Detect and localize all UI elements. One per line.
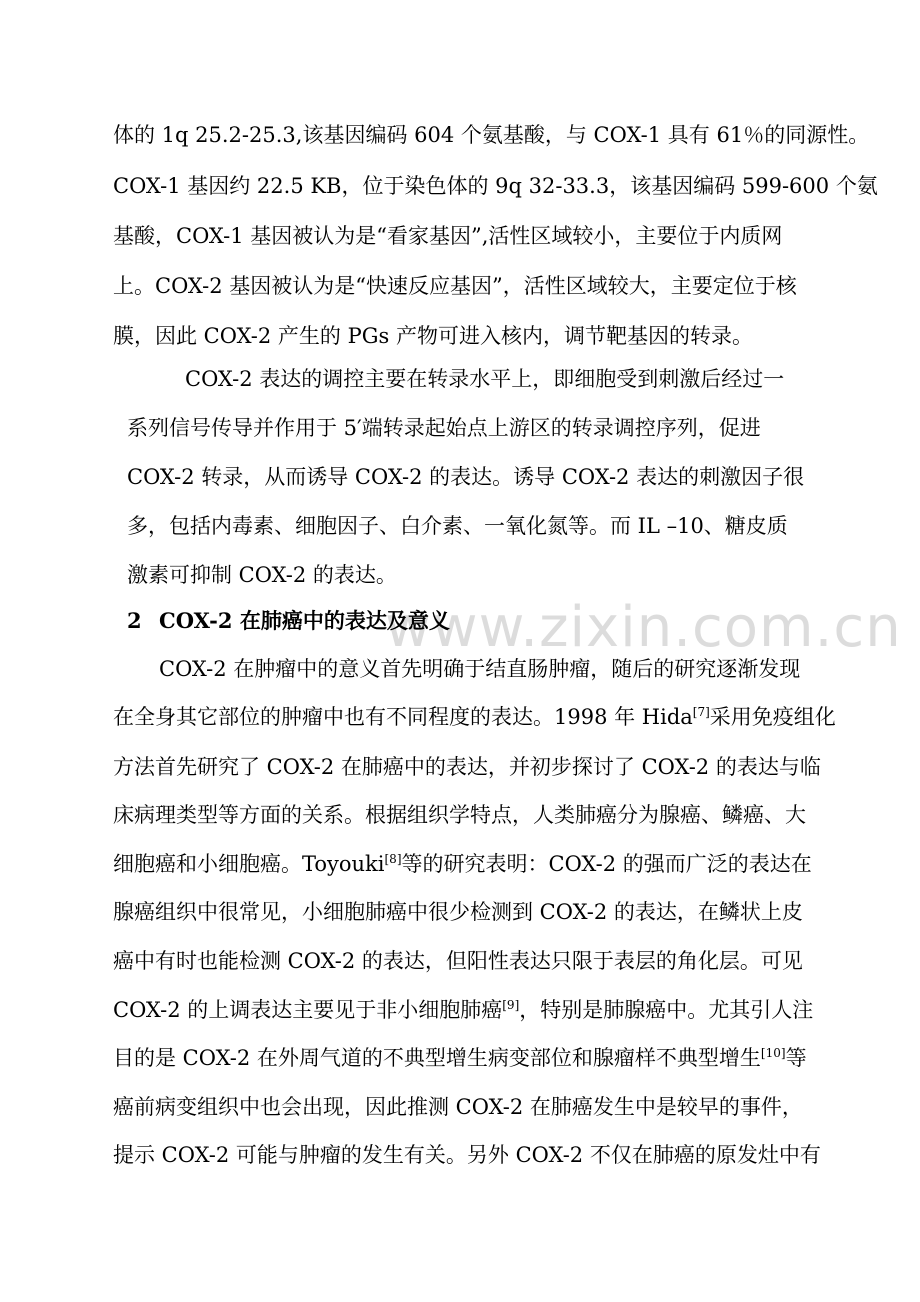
text-line — [113, 850, 812, 878]
text-segment: 1998 年 Hida — [554, 705, 693, 729]
text-line: COX-2 在肿瘤中的意义首先明确于结直肠肿瘤，随后的研究逐渐发现 — [159, 657, 801, 681]
text-line — [113, 1044, 807, 1072]
text-segment: 等 — [785, 1046, 807, 1070]
text-segment: 等的研究表明：COX-2 的强而广泛的表达在 — [401, 852, 812, 876]
citation-ref[interactable]: [10] — [760, 1046, 786, 1060]
text-line — [113, 996, 813, 1024]
section-title: COX-2 在肺癌中的表达及意义 — [159, 608, 450, 633]
text-line: 床病理类型等方面的关系。根据组织学特点，人类肺癌分为腺癌、鳞癌、大 — [113, 803, 806, 827]
text-line: 多，包括内毒素、细胞因子、白介素、一氧化氮等。而 IL –10、糖皮质 — [127, 514, 788, 538]
text-line: 提示 COX-2 可能与肿瘤的发生有关。另外 COX-2 不仅在肺癌的原发灶中有 — [113, 1143, 821, 1167]
section-number: 2 — [127, 608, 142, 633]
watermark: www.zixin.com.cn — [385, 595, 902, 660]
text-line: 激素可抑制 COX-2 的表达。 — [127, 563, 397, 587]
text-segment: 采用免疫组化 — [709, 705, 836, 729]
text-line: COX-1 基因约 22.5 KB，位于染色体的 9q 32-33.3，该基因编码 599-600 个氨 — [113, 174, 878, 198]
citation-ref[interactable]: [7] — [692, 705, 710, 719]
text-segment: 细胞癌和小细胞癌。 — [113, 852, 302, 876]
text-line: 上。COX-2 基因被认为是“快速反应基因”，活性区域较大，主要定位于核 — [113, 274, 797, 298]
text-segment: 在全身其它部位的肿瘤中也有不同程度的表达。 — [113, 705, 554, 729]
text-segment: 目的是 COX-2 在外周气道的不典型增生病变部位和腺瘤样不典型增生 — [113, 1046, 761, 1070]
text-line: 膜，因此 COX-2 产生的 PGs 产物可进入核内，调节靶基因的转录。 — [113, 324, 753, 348]
text-line: 系列信号传导并作用于 5′端转录起始点上游区的转录调控序列，促进 — [127, 416, 761, 440]
citation-ref[interactable]: [9] — [502, 998, 520, 1012]
text-segment: ，特别是肺腺癌中。尤其引人注 — [519, 998, 814, 1022]
citation-ref[interactable]: [8] — [384, 852, 402, 866]
text-line: 体的 1q 25.2-25.3,该基因编码 604 个氨基酸，与 COX-1 具有 61％的同源性。 — [113, 123, 870, 147]
text-line: 癌前病变组织中也会出现，因此推测 COX-2 在肺癌发生中是较早的事件， — [113, 1095, 803, 1119]
text-line: 腺癌组织中很常见，小细胞肺癌中很少检测到 COX-2 的表达，在鳞状上皮 — [113, 900, 803, 924]
text-line: 癌中有时也能检测 COX-2 的表达，但阳性表达只限于表层的角化层。可见 — [113, 949, 803, 973]
text-line: 方法首先研究了 COX-2 在肺癌中的表达，并初步探讨了 COX-2 的表达与临 — [113, 755, 821, 779]
text-segment: Toyouki — [302, 852, 385, 876]
text-line — [113, 703, 836, 731]
text-segment: COX-2 的上调表达主要见于非小细胞肺癌 — [113, 998, 503, 1022]
text-line: COX-2 表达的调控主要在转录水平上，即细胞受到刺激后经过一 — [185, 367, 785, 391]
section-heading — [127, 607, 450, 635]
text-line: COX-2 转录，从而诱导 COX-2 的表达。诱导 COX-2 表达的刺激因子很 — [127, 465, 805, 489]
text-line: 基酸，COX-1 基因被认为是“看家基因”,活性区域较小，主要位于内质网 — [113, 224, 783, 248]
